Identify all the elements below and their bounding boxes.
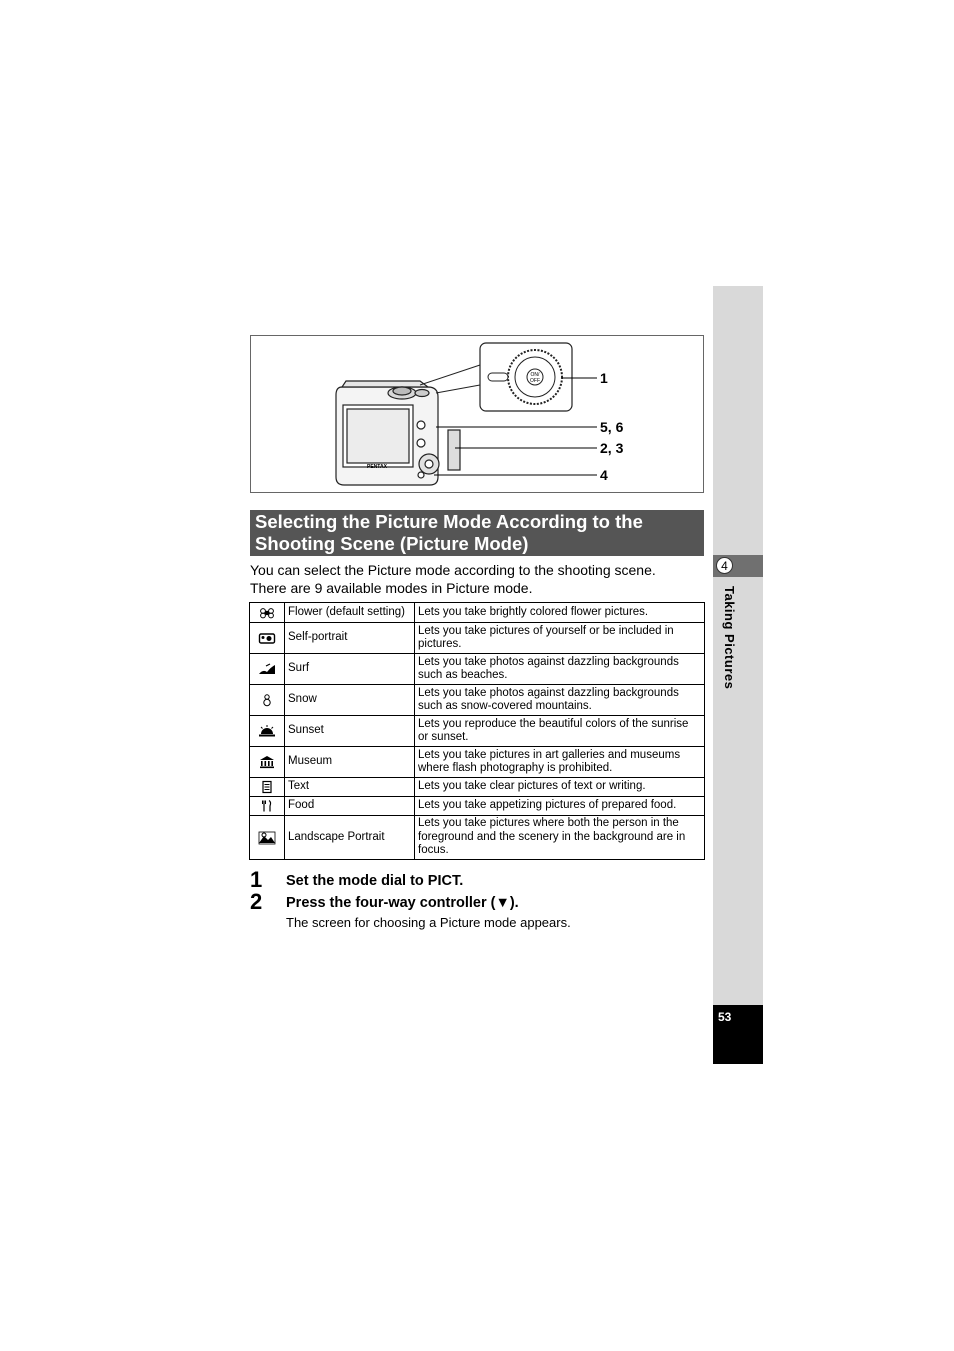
- step-text-1: Set the mode dial to PICT.: [286, 873, 464, 889]
- intro-line-1: You can select the Picture mode according to the shooting scene.: [250, 562, 656, 578]
- mode-description: Lets you take clear pictures of text or writing.: [415, 778, 705, 797]
- mode-description: Lets you take photos against dazzling backgrounds such as snow-covered mountains.: [415, 685, 705, 716]
- mode-icon-cell: [250, 797, 285, 816]
- chapter-title: Taking Pictures: [722, 586, 737, 690]
- text-icon: [258, 780, 276, 794]
- museum-icon: [258, 755, 276, 769]
- mode-name: Museum: [285, 747, 415, 778]
- mode-description: Lets you take pictures of yourself or be included in pictures.: [415, 623, 705, 654]
- svg-text:OFF: OFF: [530, 378, 540, 384]
- camera-illustration: [250, 335, 704, 493]
- mode-description: Lets you take photos against dazzling backgrounds such as beaches.: [415, 654, 705, 685]
- flower-icon: [258, 606, 276, 620]
- mode-description: Lets you take pictures where both the person in the foreground and the scenery in the background are in focus.: [415, 816, 705, 860]
- mode-icon-cell: [250, 654, 285, 685]
- snow-icon: [258, 693, 276, 707]
- step-note: The screen for choosing a Picture mode appears.: [286, 915, 571, 930]
- mode-description: Lets you take pictures in art galleries and museums where flash photography is prohibited.: [415, 747, 705, 778]
- table-row: [250, 654, 705, 685]
- page-number: 53: [718, 1010, 732, 1024]
- mode-description: Lets you reproduce the beautiful colors of the sunrise or sunset.: [415, 716, 705, 747]
- mode-name: Food: [285, 797, 415, 816]
- mode-description: Lets you take appetizing pictures of prepared food.: [415, 797, 705, 816]
- mode-name: Landscape Portrait: [285, 816, 415, 860]
- sunset-icon: [258, 724, 276, 738]
- table-row: [250, 716, 705, 747]
- mode-description: Lets you take brightly colored flower pictures.: [415, 603, 705, 623]
- table-row: [250, 623, 705, 654]
- self-portrait-icon: [258, 631, 276, 645]
- mode-icon-cell: [250, 716, 285, 747]
- section-heading: [250, 510, 704, 556]
- mode-name: Sunset: [285, 716, 415, 747]
- chapter-number: 4: [716, 557, 733, 574]
- mode-dial-inset: [420, 343, 572, 411]
- surf-icon: [258, 662, 276, 676]
- mode-name: Surf: [285, 654, 415, 685]
- table-row: [250, 778, 705, 797]
- mode-icon-cell: [250, 685, 285, 716]
- heading-line-1: Selecting the Picture Mode According to the: [255, 511, 643, 532]
- table-row: [250, 797, 705, 816]
- mode-icon-cell: [250, 816, 285, 860]
- mode-name: Text: [285, 778, 415, 797]
- step-number-2: 2: [250, 889, 263, 914]
- side-band: [713, 286, 763, 1064]
- table-row: [250, 685, 705, 716]
- mode-icon-cell: [250, 747, 285, 778]
- table-row: [250, 816, 705, 860]
- mode-icon-cell: [250, 623, 285, 654]
- picture-modes-table: [249, 602, 705, 860]
- step-number-1: 1: [250, 867, 263, 892]
- callout-3: 2, 3: [600, 440, 624, 456]
- landscape-portrait-icon: [258, 831, 276, 845]
- mode-name: Self-portrait: [285, 623, 415, 654]
- camera-body: [336, 381, 460, 485]
- dial-on-off-label: ON/: [530, 372, 540, 378]
- intro-line-2: There are 9 available modes in Picture mode.: [250, 580, 533, 596]
- callout-4: 4: [600, 467, 608, 483]
- food-icon: [258, 799, 276, 813]
- table-row: [250, 603, 705, 623]
- mode-name: Flower (default setting): [285, 603, 415, 623]
- callout-2: 5, 6: [600, 419, 624, 435]
- callout-1: 1: [600, 370, 608, 386]
- mode-icon-cell: [250, 778, 285, 797]
- heading-line-2: Shooting Scene (Picture Mode): [255, 533, 529, 554]
- mode-icon-cell: [250, 603, 285, 623]
- table-row: [250, 747, 705, 778]
- mode-name: Snow: [285, 685, 415, 716]
- step-text-2: Press the four-way controller (▼).: [286, 895, 519, 911]
- camera-brand: PENTAX: [367, 464, 387, 470]
